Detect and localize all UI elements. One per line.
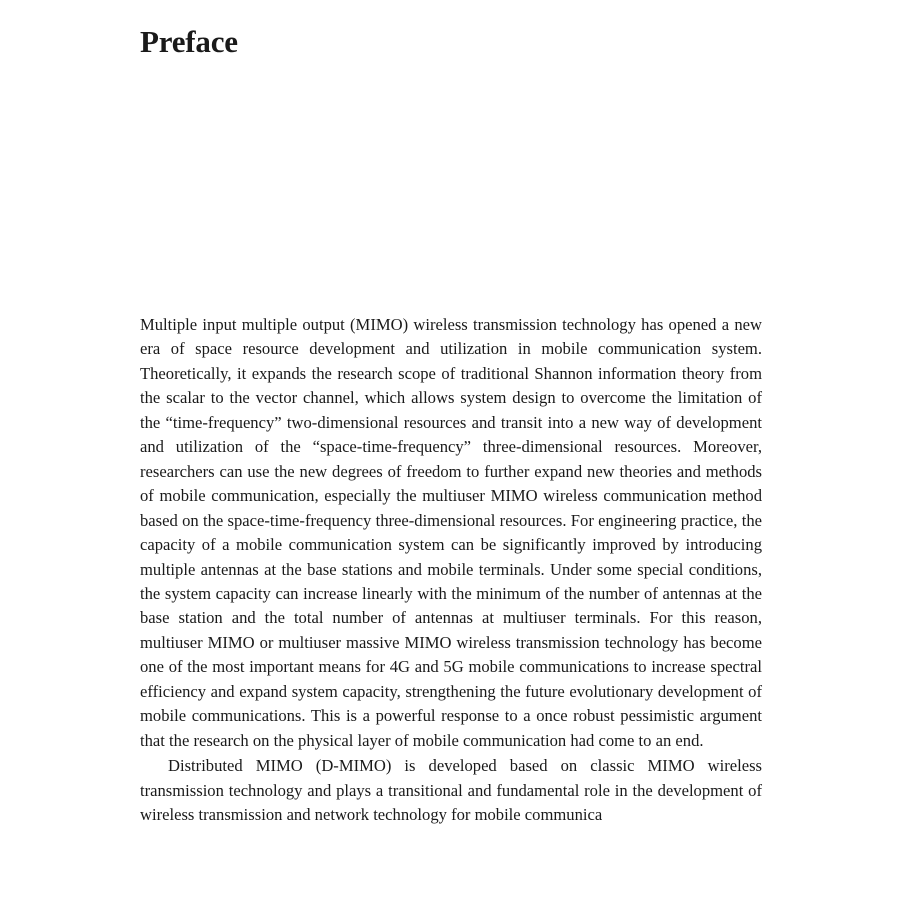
body-text (140, 313, 762, 828)
chapter-title: Preface (140, 24, 238, 59)
paragraph: Multiple input multiple output (MIMO) wireless transmission technology has opened a new era of space resource development and utilization in mobile communication system. Theoretically, it expands the research scope of traditional Shannon information theory from the scalar to the vector channel, which allows system design to overcome the limitation of the “time-frequency” two-dimensional resources and transit into a new way of development and utilization of the “space-time-frequency” three-dimensional resources. Moreover, researchers can use the new degrees of freedom to further expand new theories and methods of mobile communication, especially the multiuser MIMO wireless communication method based on the space-time-frequency three-dimensional resources. For engineering practice, the capacity of a mobile communication system can be significantly improved by introducing multiple antennas at the base stations and mobile terminals. Under some special conditions, the system capacity can increase linearly with the minimum of the number of antennas at the base station and the total number of antennas at multiuser terminals. For this reason, multiuser MIMO or multiuser massive MIMO wireless transmission technology has become one of the most important means for 4G and 5G mobile communications to increase spectral efficiency and expand system capacity, strengthening the future evolutionary development of mobile communications. This is a powerful response to a once robust pessimistic argument that the research on the physical layer of mobile communication had come to an end. (140, 315, 762, 750)
paragraph: Distributed MIMO (D-MIMO) is developed based on classic MIMO wireless transmission technology and plays a transitional and fundamental role in the development of wireless transmission and network technology for mobile communica (140, 756, 762, 825)
